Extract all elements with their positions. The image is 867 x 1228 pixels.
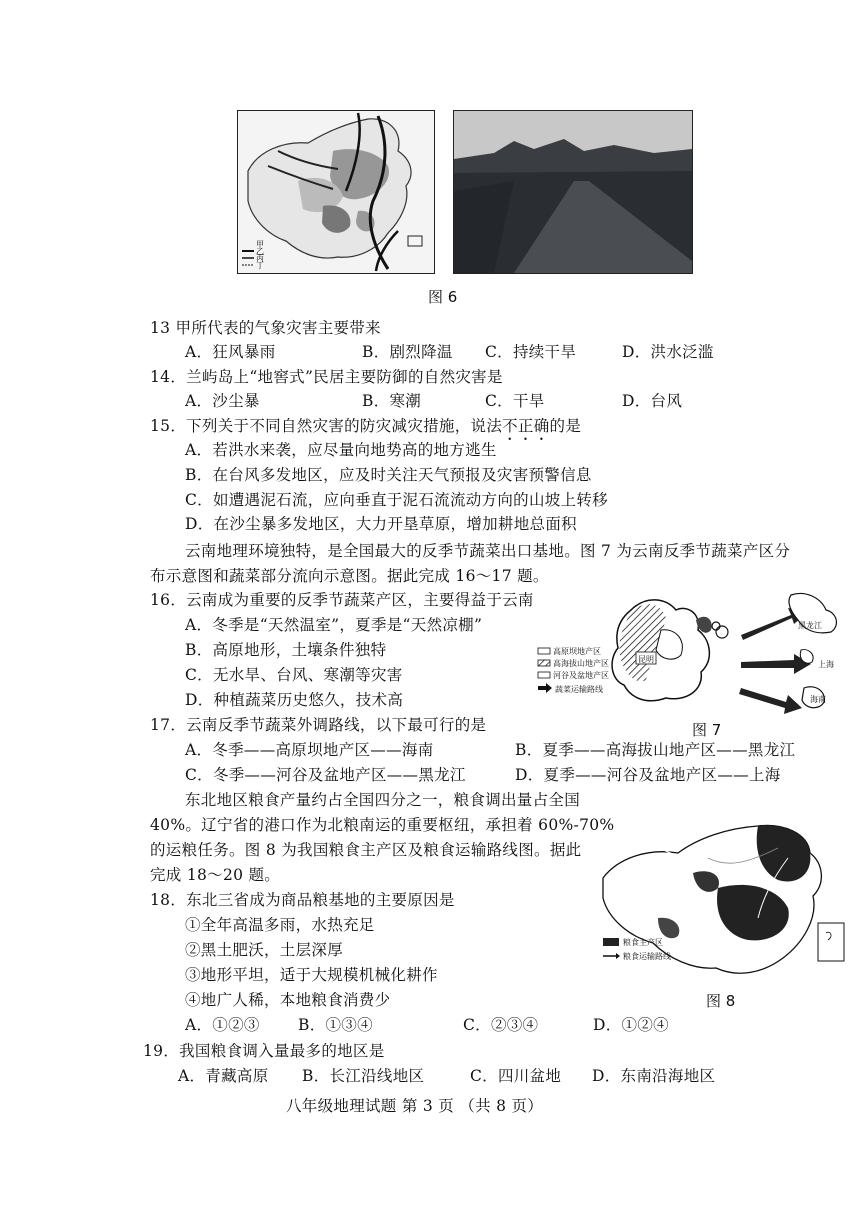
q19-option-d: D．东南沿海地区 [592, 1067, 716, 1085]
intro16-line1: 云南地理环境独特，是全国最大的反季节蔬菜出口基地。图 7 为云南反季节蔬菜产区分 [185, 542, 791, 560]
q17-option-d: D．夏季——河谷及盆地产区——上海 [515, 766, 781, 784]
intro18-line4: 完成 18～20 题。 [150, 866, 281, 884]
q15-stem-emphasis: 不正确 [502, 417, 550, 435]
q17-option-b: B．夏季——高海拔山地产区——黑龙江 [515, 741, 796, 759]
page-footer: 八年级地理试题 第 3 页 （共 8 页） [286, 1097, 544, 1115]
fig7-legend-valley: 河谷及盆地产区 [553, 671, 609, 680]
q15-option-c: C．如遭遇泥石流，应向垂直于泥石流流动方向的山坡上转移 [185, 491, 608, 509]
fig7-caption: 图 7 [692, 721, 722, 739]
q18-item-4: ④地广人稀，本地粮食消费少 [185, 991, 391, 1009]
legend-ding: 丁 [256, 261, 264, 270]
fig7 [536, 590, 846, 715]
q17-option-c: C．冬季——河谷及盆地产区——黑龙江 [185, 766, 466, 784]
q18-item-1: ①全年高温多雨，水热充足 [185, 916, 375, 934]
yunnan-vegetable-map [536, 590, 846, 715]
q16-stem: 16．云南成为重要的反季节蔬菜产区，主要得益于云南 [150, 591, 534, 609]
q14-option-c: C．干旱 [485, 392, 545, 410]
fig8-caption: 图 8 [706, 992, 736, 1010]
fig8-legend-route: 粮食运输路线 [623, 952, 671, 961]
q18-option-d: D．①②④ [593, 1016, 669, 1034]
china-disaster-map [238, 111, 434, 273]
fig6-photo [453, 110, 693, 274]
q13-option-d: D．洪水泛滥 [622, 343, 714, 361]
dugout-house-photo [454, 111, 692, 273]
q16-option-c: C．无水旱、台风、寒潮等灾害 [185, 666, 403, 684]
q13-stem: 13 甲所代表的气象灾害主要带来 [150, 319, 381, 337]
q17-option-a: A．冬季——高原坝地产区——海南 [185, 741, 434, 759]
q15-stem-b: 的是 [549, 417, 582, 435]
fig7-place-hainan: 海南 [810, 695, 826, 704]
fig8-legend-main: 粮食主产区 [623, 938, 663, 947]
fig8 [598, 818, 848, 986]
q16-option-a: A．冬季是“天然温室”，夏季是“天然凉棚” [185, 616, 483, 634]
q18-option-c: C．②③④ [463, 1016, 539, 1034]
q19-option-c: C．四川盆地 [470, 1067, 562, 1085]
q15-option-d: D．在沙尘暴多发地区，大力开垦草原，增加耕地总面积 [185, 515, 577, 533]
q15-option-a: A．若洪水来袭，应尽量向地势高的地方逃生 [185, 441, 497, 459]
intro18-line3: 的运粮任务。图 8 为我国粮食主产区及粮食运输路线图。据此 [150, 841, 582, 859]
fig7-place-kunming: 昆明 [638, 655, 654, 664]
q16-option-b: B．高原地形，土壤条件独特 [185, 641, 387, 659]
q13-option-a: A．狂风暴雨 [185, 343, 276, 361]
fig7-legend-route: 蔬菜运输路线 [555, 685, 603, 694]
fig7-place-heilongjiang: 黑龙江 [798, 621, 822, 630]
legend-yi: 乙 [256, 247, 264, 256]
legend-bing: 丙 [256, 254, 264, 263]
q18-item-2: ②黑土肥沃，土层深厚 [185, 941, 344, 959]
q15-stem-a: 15．下列关于不同自然灾害的防灾减灾措施，说法 [150, 417, 503, 435]
intro18-line1: 东北地区粮食产量约占全国四分之一，粮食调出量占全国 [185, 791, 581, 809]
q14-option-a: A．沙尘暴 [185, 392, 260, 410]
q13-option-c: C．持续干旱 [485, 343, 577, 361]
legend-jia: 甲 [256, 240, 264, 249]
q18-option-b: B．①③④ [298, 1016, 373, 1034]
q18-item-3: ③地形平坦，适于大规模机械化耕作 [185, 966, 438, 984]
q19-option-a: A．青藏高原 [178, 1067, 269, 1085]
q18-option-a: A．①②③ [185, 1016, 260, 1034]
q14-stem: 14．兰屿岛上“地窖式”民居主要防御的自然灾害是 [150, 368, 503, 386]
fig7-place-shanghai: 上海 [818, 660, 834, 669]
q17-stem: 17．云南反季节蔬菜外调路线，以下最可行的是 [150, 716, 487, 734]
q16-option-d: D．种植蔬菜历史悠久，技术高 [185, 691, 404, 709]
q18-stem: 18．东北三省成为商品粮基地的主要原因是 [150, 891, 455, 909]
q14-option-d: D．台风 [622, 392, 683, 410]
fig7-legend-highland: 高海拔山地产区 [553, 659, 609, 668]
q15-option-b: B．在台风多发地区，应及时关注天气预报及灾害预警信息 [185, 466, 592, 484]
fig6-map [237, 110, 435, 274]
q14-option-b: B．寒潮 [362, 392, 422, 410]
intro18-line2: 40%。辽宁省的港口作为北粮南运的重要枢纽，承担着 60%-70% [150, 816, 615, 834]
q13-option-b: B．剧烈降温 [362, 343, 453, 361]
grain-production-map [598, 818, 848, 986]
intro16-line2: 布示意图和蔬菜部分流向示意图。据此完成 16～17 题。 [150, 567, 549, 585]
q19-option-b: B．长江沿线地区 [302, 1067, 425, 1085]
q19-stem: 19．我国粮食调入量最多的地区是 [143, 1042, 385, 1060]
fig6-caption: 图 6 [428, 288, 458, 306]
fig7-legend-plateau: 高原坝地产区 [553, 647, 601, 656]
